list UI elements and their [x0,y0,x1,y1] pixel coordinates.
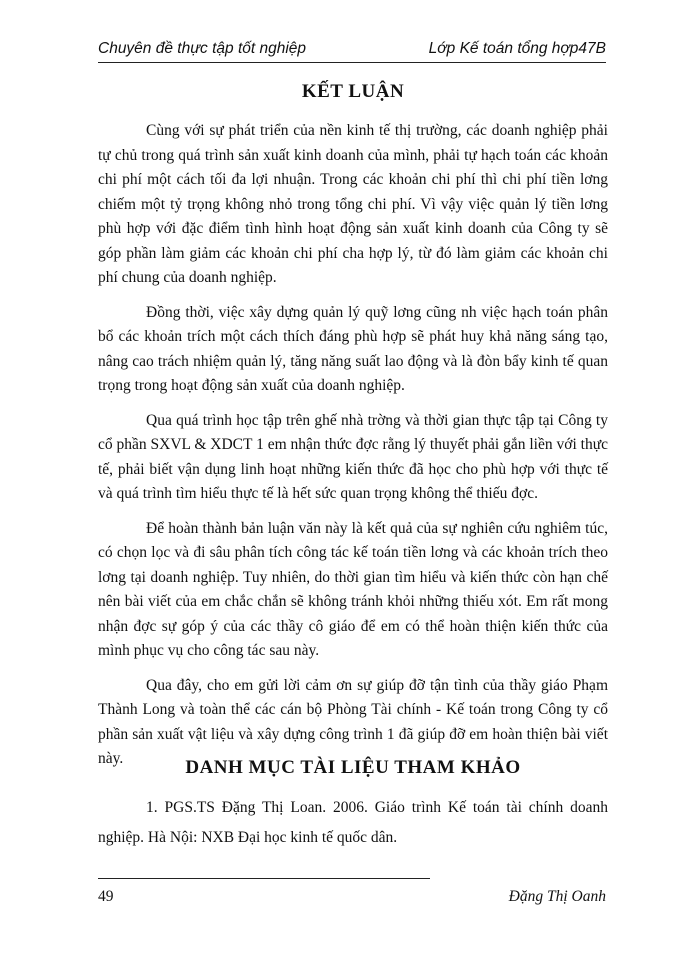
references-list [98,793,608,853]
conclusion-paragraph-4: Để hoàn thành bản luận văn này là kết quả của sự nghiên cứu nghiêm túc, có chọn lọc và đi sâu phân tích công tác kế toán tiền lơng và các khoản trích theo lơng tại doanh nghiệp. Tuy nhiên, do thời gian tìm hiểu và kiến thức còn hạn chế nên bài viết của em chắc chắn sẽ không tránh khỏi những thiếu xót. Em rất mong nhận đợc sự góp ý của các thầy cô giáo để em có thể hoàn thiện kiến thức của mình phục vụ cho công tác sau này. [98,519,608,659]
conclusion-paragraph-5: Qua đây, cho em gửi lời cảm ơn sự giúp đỡ tận tình của thầy giáo Phạm Thành Long và toàn thể các cán bộ Phòng Tài chính - Kế toán trong Công ty cổ phần sản xuất vật liệu và xây dựng công trình 1 đã giúp đỡ em hoàn thiện bài viết này. [98,676,608,767]
conclusion-body [98,119,608,782]
conclusion-paragraph-3: Qua quá trình học tập trên ghế nhà trờng và thời gian thực tập tại Công ty cổ phần SXVL & XDCT 1 em nhận thức đợc rằng lý thuyết phải gắn liền với thực tế, phải biết vận dụng linh hoạt những kiến thức đã học cho phù hợp với thực tế và quá trình tìm hiểu thực tế là hết sức quan trọng không thể thiếu đợc. [98,411,608,502]
footer-divider [98,878,430,879]
page-header [98,40,606,63]
references-heading: DANH MỤC TÀI LIỆU THAM KHẢO [185,757,521,778]
footer-author: Đặng Thị Oanh [508,888,606,905]
conclusion-paragraph-1: Cùng với sự phát triển của nền kinh tế thị trường, các doanh nghiệp phải tự chủ trong quá trình sản xuất kinh doanh của mình, phải tự hạch toán các khoản chi phí một cách tối đa lợi nhuận. Trong các khoản chi phí thì chi phí tiền lơng chiếm một tỷ trọng không nhỏ trong tổng chi phí. Vì vậy việc quản lý tiền lơng phù hợp với đặc điểm tình hình hoạt động sản xuất kinh doanh của Công ty sẽ góp phần làm giảm các khoản chi phí cha hợp lý, từ đó làm giảm các khoản chi phí chung của doanh nghiệp. [98,122,608,286]
conclusion-heading: KẾT LUẬN [301,81,405,102]
page-number: 49 [98,888,114,905]
header-course-title: Chuyên đề thực tập tốt nghiệp [98,40,307,57]
reference-item-1: 1. PGS.TS Đặng Thị Loan. 2006. Giáo trình Kế toán tài chính doanh nghiệp. Hà Nội: NXB Đại học kinh tế quốc dân. [98,799,608,846]
page-footer [98,878,606,908]
header-class-name: Lớp Kế toán tổng hợp47B [428,40,606,57]
conclusion-paragraph-2: Đồng thời, việc xây dựng quản lý quỹ lơng cũng nh việc hạch toán phân bổ các khoản trích một cách thích đáng phù hợp sẽ phát huy khả năng sáng tạo, nâng cao trách nhiệm quản lý, tăng năng suất lao động và là đòn bẩy kinh tế quan trọng trong hoạt động sản xuất của doanh nghiệp. [98,303,608,394]
